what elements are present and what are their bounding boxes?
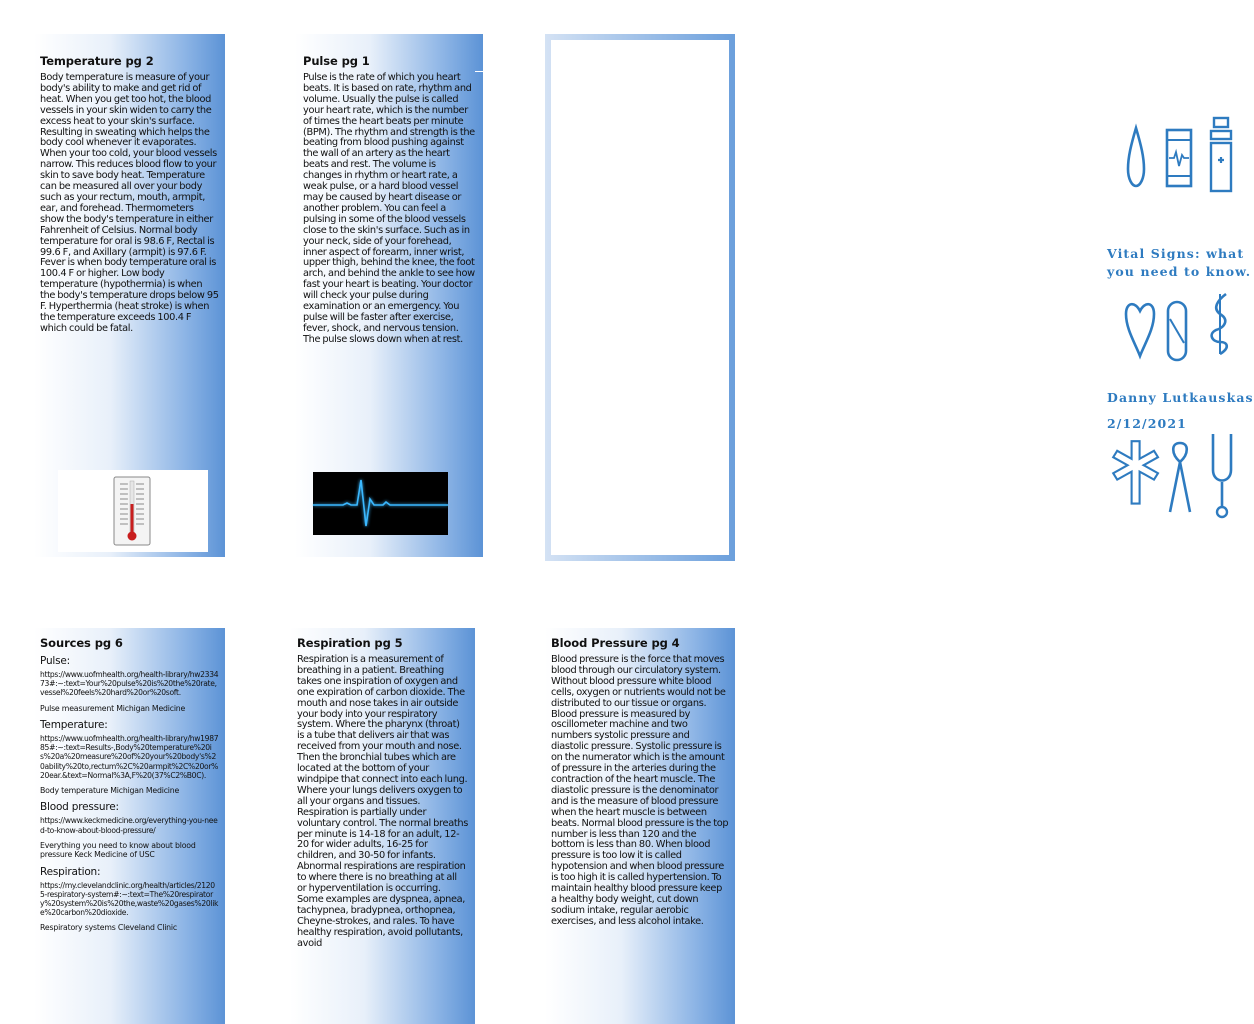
source-name: Everything you need to know about blood pressure Keck Medicine of USC bbox=[40, 840, 196, 860]
sources-panel bbox=[34, 628, 225, 1024]
blood-pressure-body: Blood pressure is the force that moves blood through our circulatory system. Without blood pressure white blood cells, oxygen or nutrients would not be distributed to our tissue or organs. Blood pressure is measured by oscillometer machine and two numbers systolic pressure and diastolic pressure. Systolic pressure is on the numerator which is the amount of pressure in the arteries during the contraction of the heart muscle. The diastolic pressure is the denominator and is the measure of blood pressure when the heart muscle is between beats. Normal blood pressure is the top number is less than 120 and the bottom is less than 80. When blood pressure is too low it is called hypotension and when blood pressure is too high it is called hypertension. To maintain healthy blood pressure keep a healthy body weight, cut down sodium intake, regular aerobic exercises, and less alcohol intake. bbox=[551, 654, 729, 927]
divider bbox=[475, 71, 488, 72]
pulse-body: Pulse is the rate of which you heart beats. It is based on rate, rhythm and volume. Usually the pulse is called your heart rate, which is the number of times the heart beats per minute (BPM). The rhythm and strength is the beating from blood pushing against the wall of an artery as the heart beats and rest. The volume is changes in rhythm or heart rate, a weak pulse, or a hard blood vessel may be caused by heart disease or another problem. You can feel a pulsing in some of the blood vessels close to the skin's surface. Such as in your neck, side of your forehead, inner aspect of forearm, inner wrist, upper thigh, behind the knee, the foot arch, and behind the ankle to see how fast your heart is beating. Your doctor will check your pulse during examination or an emergency. You pulse will be faster after exercise, fever, shock, and nervous tension. The pulse slows down when at rest. bbox=[303, 72, 475, 345]
ribbon-icon bbox=[1167, 440, 1193, 516]
respiration-body: Respiration is a measurement of breathing in a patient. Breathing takes one inspiration of oxygen and one expiration of carbon dioxide. The mouth and nose takes in air outside your body into your respiratory system. Where the pharynx (throat) is a tube that delivers air that was received from your mouth and nose. Then the bronchial tubes which are located at the bottom of your windpipe that connect into each lung. Where your lungs delivers oxygen to all your organs and tissues. Respiration is partially under voluntary control. The normal breaths per minute is 14-18 for an adult, 12-20 for wider adults, 16-25 for children, and 30-50 for infants. Abnormal respirations are respiration to where there is no breathing at all or hyperventilation is occurring. Some examples are dyspnea, apnea, tachypnea, bradypnea, orthopnea, Cheyne-strokes, and rales. To have healthy respiration, avoid pollutants, avoid bbox=[297, 654, 468, 949]
medicine-bottle-icon bbox=[1208, 116, 1234, 194]
respiration-panel bbox=[290, 628, 475, 1024]
source-name: Body temperature Michigan Medicine bbox=[40, 786, 180, 796]
source-url[interactable]: https://www.uofmhealth.org/health-library/hw198785#:~:text=Results-,Body%20temperature%20is%20a%20measure%20of%20your%20body's%20ability%20to,rectum%2C%20armpit%2C%20or%20ear.&text=Normal%3A,F%20(37%C2%B0C). bbox=[40, 734, 219, 780]
snake-icon bbox=[1202, 290, 1238, 356]
cover-title-line1: Vital Signs: what bbox=[1107, 246, 1245, 261]
source-url[interactable]: https://www.uofmhealth.org/health-library/hw233473#:~:text=Your%20pulse%20is%20the%20rate,vessel%20feels%20hard%20or%20soft. bbox=[40, 670, 219, 698]
blood-drop-icon bbox=[1125, 125, 1147, 189]
source-name: Pulse measurement Michigan Medicine bbox=[40, 703, 186, 713]
cover-date: 2/12/2021 bbox=[1107, 416, 1187, 431]
temperature-title: Temperature pg 2 bbox=[40, 54, 154, 68]
stethoscope-icon bbox=[1207, 432, 1237, 520]
source-label: Pulse: bbox=[40, 655, 70, 667]
heart-icon bbox=[1123, 299, 1157, 359]
source-label: Temperature: bbox=[40, 719, 108, 732]
cover-inner bbox=[551, 40, 729, 555]
sources-title: Sources pg 6 bbox=[40, 636, 123, 650]
pulse-title: Pulse pg 1 bbox=[303, 54, 370, 68]
cover-panel bbox=[545, 34, 1254, 561]
blood-pressure-panel bbox=[545, 628, 735, 1024]
source-label: Blood pressure: bbox=[40, 801, 119, 814]
cover-author: Danny Lutkauskas bbox=[1107, 390, 1254, 405]
thermometer-image bbox=[58, 470, 208, 552]
blood-pressure-title: Blood Pressure pg 4 bbox=[551, 636, 680, 650]
source-name: Respiratory systems Cleveland Clinic bbox=[40, 923, 177, 933]
monitor-icon bbox=[1165, 128, 1193, 188]
source-url[interactable]: https://my.clevelandclinic.org/health/articles/21205-respiratory-system#:~:text=The%20respiratory%20system%20is%20the,waste%20gases%20like%20carbon%20dioxide. bbox=[40, 880, 219, 918]
source-url[interactable]: https://www.keckmedicine.org/everything-you-need-to-know-about-blood-pressure/ bbox=[40, 816, 218, 835]
source-label: Respiration: bbox=[40, 865, 101, 878]
pill-icon bbox=[1164, 299, 1190, 363]
respiration-title: Respiration pg 5 bbox=[297, 636, 403, 650]
star-of-life-icon bbox=[1118, 438, 1158, 522]
temperature-body: Body temperature is measure of your body's ability to make and get rid of heat. When you get too hot, the blood vessels in your skin widen to carry the excess heat to your skin's surface. Resulting in sweating which helps the body cool whenever it evaporates. When your too cold, your blood vessels narrow. This reduces blood flow to your skin to save body heat. Temperature can be measured all over your body such as your rectum, mouth, armpit, ear, and forehead. Thermometers show the body's temperature in either Fahrenheit of Celsius. Normal body temperature for oral is 98.6 F, Rectal is 99.6 F, and Axillary (armpit) is 97.6 F. Fever is when body temperature oral is 100.4 F or higher. Low body temperature (hypothermia) is when the body's temperature drops below 95 F. Hyperthermia (heat stroke) is when the temperature exceeds 100.4 F which could be fatal. bbox=[40, 72, 219, 334]
cover-title-line2: you need to know. bbox=[1107, 264, 1252, 279]
heartbeat-image bbox=[313, 472, 448, 535]
